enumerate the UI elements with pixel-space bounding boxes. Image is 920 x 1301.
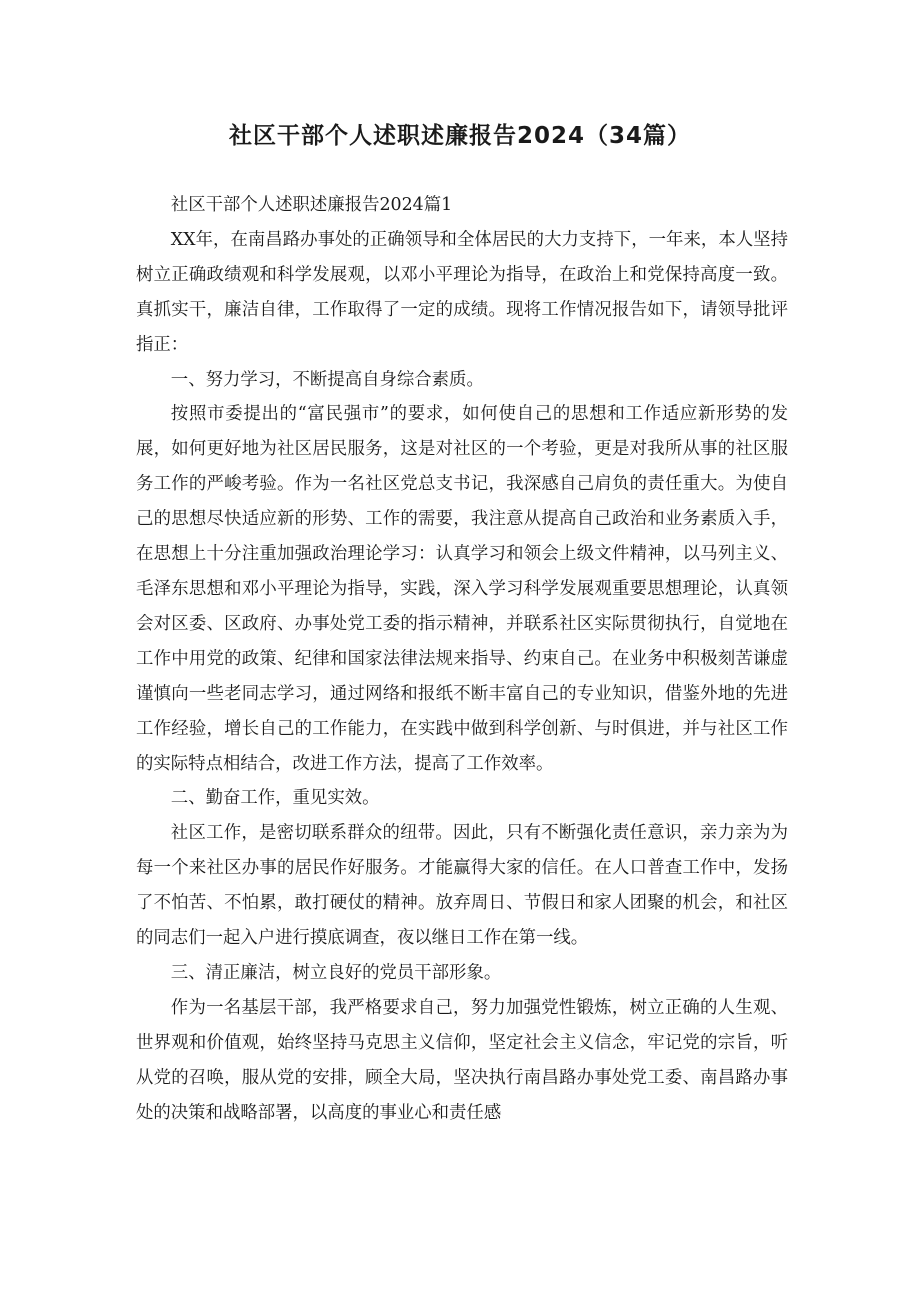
document-title: 社区干部个人述职述廉报告2024（34篇） (228, 123, 692, 149)
paragraph-1: 按照市委提出的“富民强市”的要求，如何使自己的思想和工作适应新形势的发展，如何更好地为社区居民服务，这是对社区的一个考验，更是对我所从事的社区服务工作的严峻考验。作为一名社区党总支书记，我深感自己肩负的责任重大。为使自己的思想尽快适应新的形势、工作的需要，我注意从提高自己政治和业务素质入手，在思想上十分注重加强政治理论学习：认真学习和领会上级文件精神，以马列主义、毛泽东思想和邓小平理论为指导，实践，深入学习科学发展观重要思想理论，认真领会对区委、区政府、办事处党工委的指示精神，并联系社区实际贯彻执行，自觉地在工作中用党的政策、纪律和国家法律法规来指导、约束自己。在业务中积极刻苦谦虚谨慎向一些老同志学习，通过网络和报纸不断丰富自己的专业知识，借鉴外地的先进工作经验，增长自己的工作能力，在实践中做到科学创新、与时俱进，并与社区工作的实际特点相结合，改进工作方法，提高了工作效率。 (136, 404, 788, 774)
heading-2: 二、勤奋工作，重见实效。 (170, 788, 380, 809)
heading-1: 一、努力学习，不断提高自身综合素质。 (170, 369, 484, 390)
section-heading: 社区干部个人述职述廉报告2024篇1 (170, 195, 453, 215)
heading-3: 三、清正廉洁，树立良好的党员干部形象。 (170, 962, 502, 983)
paragraph-intro: XX年，在南昌路办事处的正确领导和全体居民的大力支持下，一年来，本人坚持树立正确政绩观和科学发展观，以邓小平理论为指导，在政治上和党保持高度一致。真抓实干，廉洁自律，工作取得了一定的成绩。现将工作情况报告如下，请领导批评指正： (136, 229, 788, 355)
paragraph-2: 社区工作，是密切联系群众的纽带。因此，只有不断强化责任意识，亲力亲为为每一个来社区办事的居民作好服务。才能赢得大家的信任。在人口普查工作中，发扬了不怕苦、不怕累，敢打硬仗的精神。放弃周日、节假日和家人团聚的机会，和社区的同志们一起入户进行摸底调查，夜以继日工作在第一线。 (136, 823, 788, 949)
document-body (136, 188, 788, 1130)
paragraph-3: 作为一名基层干部，我严格要求自己，努力加强党性锻炼，树立正确的人生观、世界观和价值观，始终坚持马克思主义信仰，坚定社会主义信念，牢记党的宗旨，听从党的召唤，服从党的安排，顾全大局，坚决执行南昌路办事处党工委、南昌路办事处的决策和战略部署，以高度的事业心和责任感 (136, 997, 788, 1123)
